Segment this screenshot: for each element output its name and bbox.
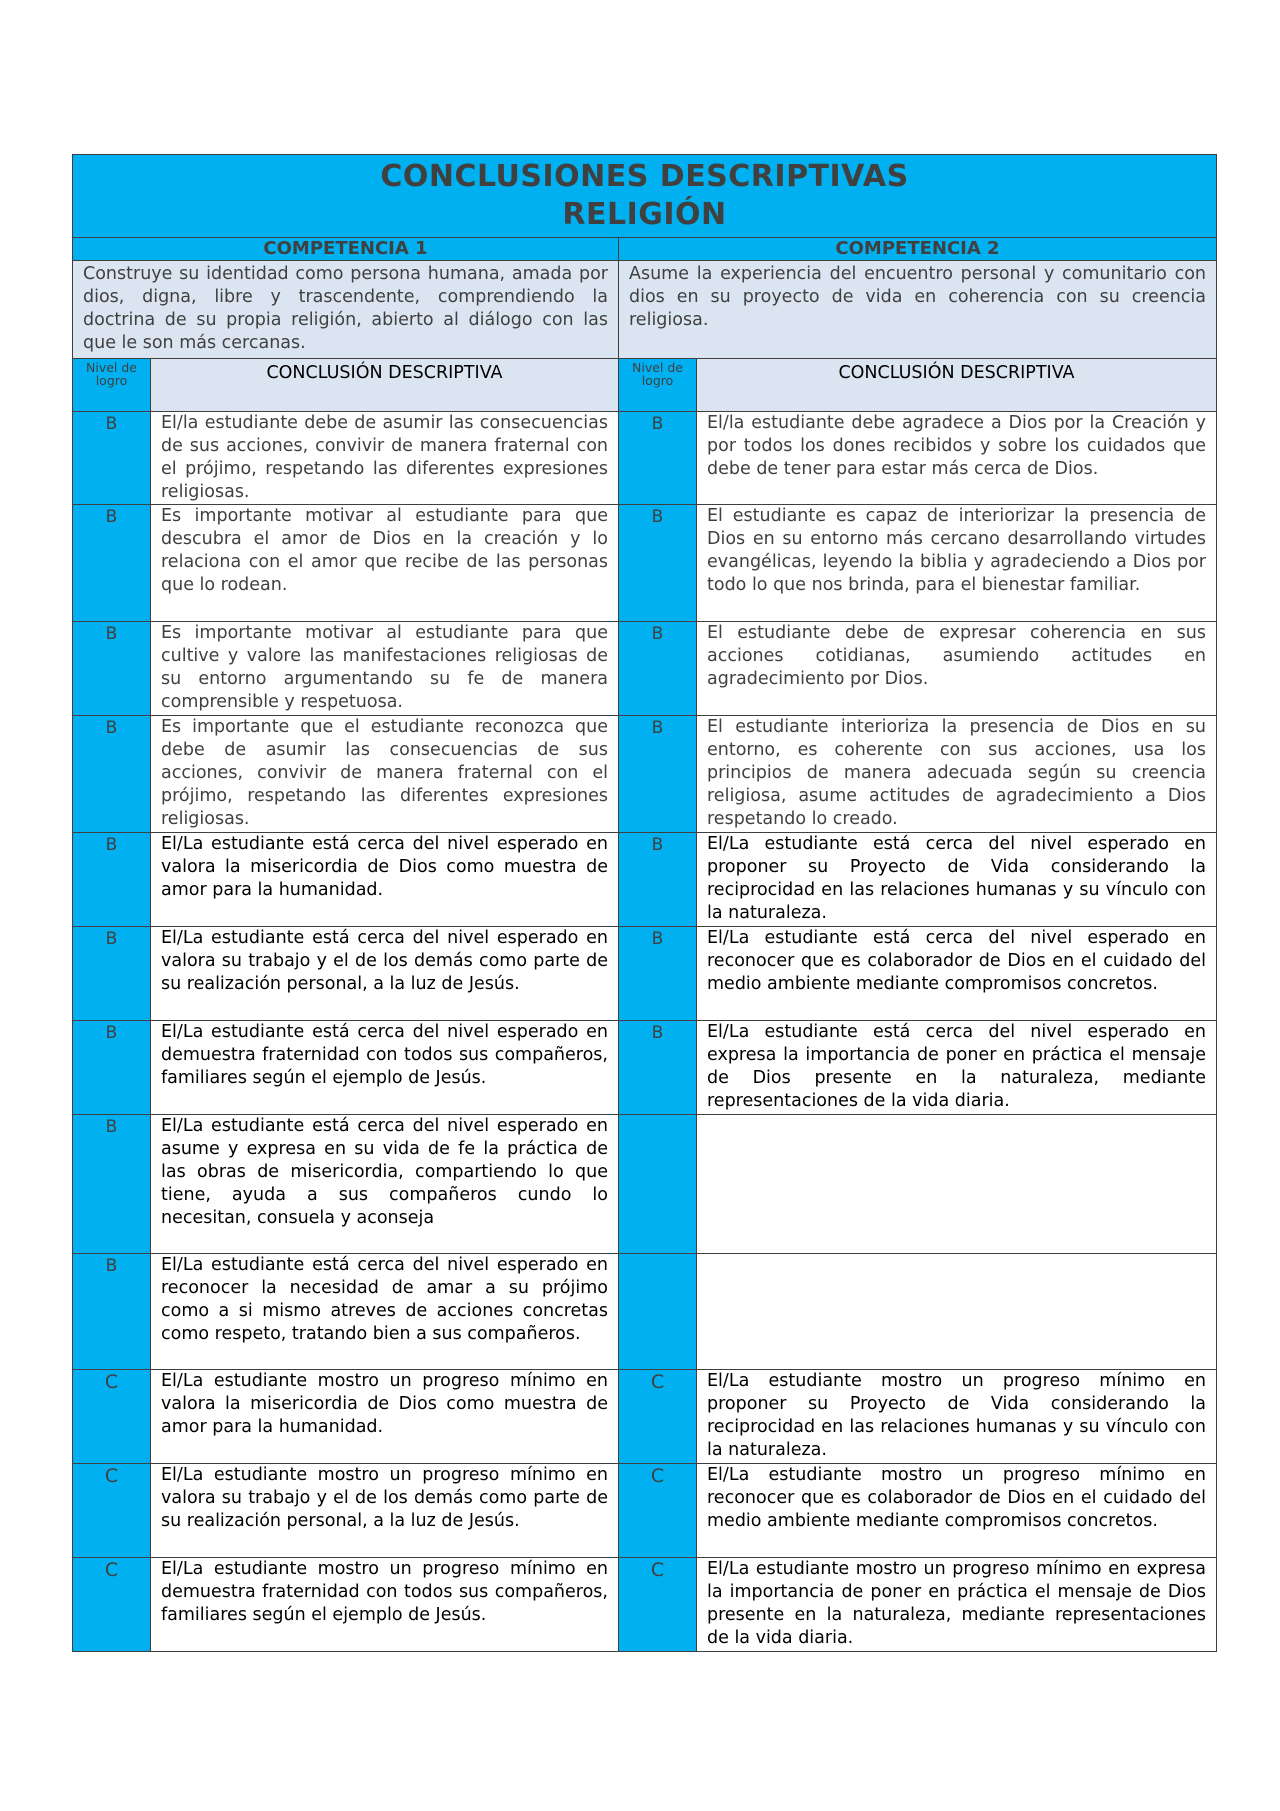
level-cell-competencia-1: B <box>73 1254 151 1370</box>
conclusion-header-2: CONCLUSIÓN DESCRIPTIVA <box>697 359 1217 412</box>
conclusion-cell-competencia-2: El/La estudiante está cerca del nivel esperado en proponer su Proyecto de Vida considerando la reciprocidad en las relaciones humanas y su vínculo con la naturaleza. <box>697 833 1217 927</box>
conclusion-cell-competencia-2: El estudiante es capaz de interiorizar la presencia de Dios en su entorno más cercano desarrollando virtudes evangélicas, leyendo la biblia y agradeciendo a Dios por todo lo que nos brinda, para el bienestar familiar. <box>697 505 1217 622</box>
title-cell <box>73 155 1217 238</box>
level-cell-competencia-2: B <box>619 1021 697 1115</box>
conclusion-cell-competencia-1: El/La estudiante está cerca del nivel esperado en reconocer la necesidad de amar a su prójimo como a si mismo atreves de acciones concretas como respeto, tratando bien a sus compañeros. <box>151 1254 619 1370</box>
table-row <box>73 1464 1217 1558</box>
table-row <box>73 505 1217 622</box>
level-cell-competencia-1: B <box>73 927 151 1021</box>
level-cell-competencia-1: C <box>73 1370 151 1464</box>
competencia-2-header: COMPETENCIA 2 <box>619 238 1217 261</box>
level-cell-competencia-1: C <box>73 1558 151 1652</box>
level-cell-competencia-1: B <box>73 412 151 505</box>
competencia-header-row <box>73 238 1217 261</box>
competencia-1-header: COMPETENCIA 1 <box>73 238 619 261</box>
level-cell-competencia-2: B <box>619 716 697 833</box>
table-row <box>73 833 1217 927</box>
conclusion-cell-competencia-1: El/La estudiante mostro un progreso mínimo en valora su trabajo y el de los demás como parte de su realización personal, a la luz de Jesús. <box>151 1464 619 1558</box>
conclusion-cell-competencia-1: El/La estudiante está cerca del nivel esperado en demuestra fraternidad con todos sus compañeros, familiares según el ejemplo de Jesús. <box>151 1021 619 1115</box>
conclusion-cell-competencia-1: Es importante que el estudiante reconozca que debe de asumir las consecuencias de sus acciones, convivir de manera fraternal con el prójimo, respetando las diferentes expresiones religiosas. <box>151 716 619 833</box>
table-row <box>73 412 1217 505</box>
level-cell-competencia-2: B <box>619 412 697 505</box>
conclusion-cell-competencia-1: El/la estudiante debe de asumir las consecuencias de sus acciones, convivir de manera fraternal con el prójimo, respetando las diferentes expresiones religiosas. <box>151 412 619 505</box>
conclusion-cell-competencia-2: El/La estudiante está cerca del nivel esperado en expresa la importancia de poner en práctica el mensaje de Dios presente en la naturaleza, mediante representaciones de la vida diaria. <box>697 1021 1217 1115</box>
level-cell-competencia-2 <box>619 1254 697 1370</box>
conclusion-cell-competencia-2 <box>697 1254 1217 1370</box>
level-cell-competencia-1: C <box>73 1464 151 1558</box>
conclusion-cell-competencia-1: Es importante motivar al estudiante para que descubra el amor de Dios en la creación y lo relaciona con el amor que recibe de las personas que lo rodean. <box>151 505 619 622</box>
table-row <box>73 1254 1217 1370</box>
level-cell-competencia-1: B <box>73 716 151 833</box>
level-cell-competencia-1: B <box>73 1115 151 1254</box>
conclusion-cell-competencia-2 <box>697 1115 1217 1254</box>
conclusion-cell-competencia-1: El/La estudiante mostro un progreso mínimo en demuestra fraternidad con todos sus compañeros, familiares según el ejemplo de Jesús. <box>151 1558 619 1652</box>
conclusion-cell-competencia-1: El/La estudiante está cerca del nivel esperado en valora la misericordia de Dios como muestra de amor para la humanidad. <box>151 833 619 927</box>
conclusion-header-1: CONCLUSIÓN DESCRIPTIVA <box>151 359 619 412</box>
level-cell-competencia-2: B <box>619 622 697 716</box>
level-cell-competencia-2 <box>619 1115 697 1254</box>
conclusion-cell-competencia-1: Es importante motivar al estudiante para que cultive y valore las manifestaciones religiosas de su entorno argumentando su fe de manera comprensible y respetuosa. <box>151 622 619 716</box>
conclusion-cell-competencia-2: El estudiante debe de expresar coherencia en sus acciones cotidianas, asumiendo actitudes en agradecimiento por Dios. <box>697 622 1217 716</box>
document-subtitle: RELIGIÓN <box>562 197 727 232</box>
competencia-description-row <box>73 261 1217 359</box>
table-row <box>73 927 1217 1021</box>
level-header-1: Nivel de logro <box>73 359 151 412</box>
conclusion-cell-competencia-1: El/La estudiante está cerca del nivel esperado en asume y expresa en su vida de fe la práctica de las obras de misericordia, compartiendo lo que tiene, ayuda a sus compañeros cundo lo necesitan, consuela y aconseja <box>151 1115 619 1254</box>
conclusion-cell-competencia-2: El/La estudiante mostro un progreso mínimo en proponer su Proyecto de Vida considerando la reciprocidad en las relaciones humanas y su vínculo con la naturaleza. <box>697 1370 1217 1464</box>
title-row <box>73 155 1217 238</box>
table-row <box>73 1370 1217 1464</box>
conclusion-cell-competencia-1: El/La estudiante está cerca del nivel esperado en valora su trabajo y el de los demás como parte de su realización personal, a la luz de Jesús. <box>151 927 619 1021</box>
level-cell-competencia-2: B <box>619 927 697 1021</box>
competencia-2-description: Asume la experiencia del encuentro personal y comunitario con dios en su proyecto de vida en coherencia con su creencia religiosa. <box>619 261 1217 359</box>
level-cell-competencia-2: B <box>619 505 697 622</box>
level-header-2: Nivel de logro <box>619 359 697 412</box>
competencia-1-description: Construye su identidad como persona humana, amada por dios, digna, libre y trascendente, comprendiendo la doctrina de su propia religión, abierto al diálogo con las que le son más cercanas. <box>73 261 619 359</box>
level-cell-competencia-2: C <box>619 1370 697 1464</box>
level-cell-competencia-2: C <box>619 1558 697 1652</box>
conclusion-cell-competencia-2: El estudiante interioriza la presencia de Dios en su entorno, es coherente con sus acciones, usa los principios de manera adecuada según su creencia religiosa, asume actitudes de agradecimiento a Dios respetando lo creado. <box>697 716 1217 833</box>
conclusiones-table <box>72 154 1217 1652</box>
conclusion-cell-competencia-2: El/La estudiante mostro un progreso mínimo en expresa la importancia de poner en práctica el mensaje de Dios presente en la naturaleza, mediante representaciones de la vida diaria. <box>697 1558 1217 1652</box>
conclusion-cell-competencia-2: El/la estudiante debe agradece a Dios por la Creación y por todos los dones recibidos y sobre los cuidados que debe de tener para estar más cerca de Dios. <box>697 412 1217 505</box>
level-cell-competencia-1: B <box>73 622 151 716</box>
document-title: CONCLUSIONES DESCRIPTIVAS <box>380 159 909 194</box>
table-row <box>73 1021 1217 1115</box>
level-cell-competencia-2: C <box>619 1464 697 1558</box>
conclusion-cell-competencia-2: El/La estudiante está cerca del nivel esperado en reconocer que es colaborador de Dios en el cuidado del medio ambiente mediante compromisos concretos. <box>697 927 1217 1021</box>
column-header-row <box>73 359 1217 412</box>
conclusion-cell-competencia-2: El/La estudiante mostro un progreso mínimo en reconocer que es colaborador de Dios en el cuidado del medio ambiente mediante compromisos concretos. <box>697 1464 1217 1558</box>
table-row <box>73 622 1217 716</box>
level-cell-competencia-1: B <box>73 1021 151 1115</box>
table-row <box>73 1558 1217 1652</box>
level-cell-competencia-1: B <box>73 505 151 622</box>
conclusion-cell-competencia-1: El/La estudiante mostro un progreso mínimo en valora la misericordia de Dios como muestra de amor para la humanidad. <box>151 1370 619 1464</box>
table-row <box>73 1115 1217 1254</box>
level-cell-competencia-2: B <box>619 833 697 927</box>
table-row <box>73 716 1217 833</box>
level-cell-competencia-1: B <box>73 833 151 927</box>
